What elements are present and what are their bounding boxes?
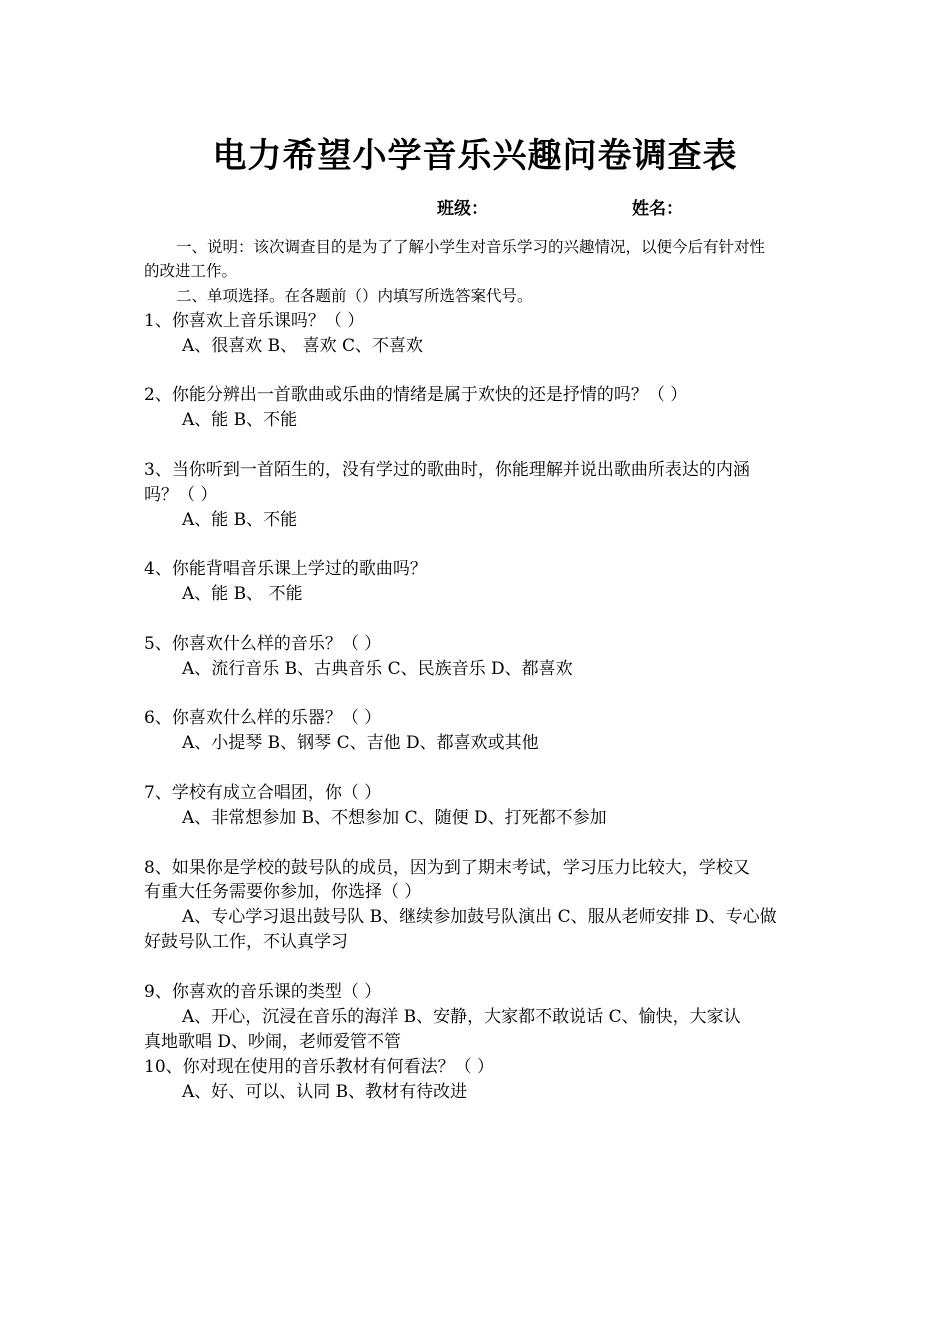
question-1: 1、你喜欢上音乐课吗？（ ） xyxy=(144,311,365,331)
question-5: 5、你喜欢什么样的音乐？（ ） xyxy=(144,634,382,654)
name-label: 姓名： xyxy=(632,199,683,219)
question-4-options: A、能 B、 不能 xyxy=(182,584,303,604)
question-2: 2、你能分辨出一首歌曲或乐曲的情绪是属于欢快的还是抒情的吗？（ ） xyxy=(144,385,688,405)
question-10-options: A、好、可以、认同 B、教材有待改进 xyxy=(182,1082,468,1102)
question-6: 6、你喜欢什么样的乐器？（ ） xyxy=(144,708,382,728)
question-8: 8、如果你是学校的鼓号队的成员，因为到了期末考试，学习压力比较大，学校又 xyxy=(144,858,750,878)
question-8-continued: 有重大任务需要你参加，你选择（ ） xyxy=(144,882,422,902)
question-8-options: A、专心学习退出鼓号队 B、继续参加鼓号队演出 C、服从老师安排 D、专心做 xyxy=(182,907,777,927)
question-9: 9、你喜欢的音乐课的类型（ ） xyxy=(144,982,382,1002)
intro-line-1: 一、说明：该次调查目的是为了了解小学生对音乐学习的兴趣情况，以便今后有针对性 xyxy=(176,238,766,256)
question-8-options-continued: 好鼓号队工作，不认真学习 xyxy=(144,932,348,952)
question-1-options: A、很喜欢 B、 喜欢 C、不喜欢 xyxy=(182,336,423,356)
page-title: 电力希望小学音乐兴趣问卷调查表 xyxy=(212,136,738,176)
class-label: 班级： xyxy=(437,199,488,219)
question-3-options: A、能 B、不能 xyxy=(182,510,298,530)
intro-line-3: 二、单项选择。在各题前（）内填写所选答案代号。 xyxy=(176,287,533,305)
question-3-continued: 吗？（ ） xyxy=(144,485,218,505)
question-6-options: A、小提琴 B、钢琴 C、吉他 D、都喜欢或其他 xyxy=(182,733,539,753)
question-5-options: A、流行音乐 B、古典音乐 C、民族音乐 D、都喜欢 xyxy=(182,659,573,679)
question-9-options-continued: 真地歌唱 D、吵闹，老师爱管不管 xyxy=(144,1032,402,1052)
question-10: 10、你对现在使用的音乐教材有何看法？（ ） xyxy=(144,1057,495,1077)
question-9-options: A、开心，沉浸在音乐的海洋 B、安静，大家都不敢说话 C、愉快，大家认 xyxy=(182,1007,741,1027)
question-3: 3、当你听到一首陌生的，没有学过的歌曲时，你能理解并说出歌曲所表达的内涵 xyxy=(144,460,750,480)
question-7-options: A、非常想参加 B、不想参加 C、随便 D、打死都不参加 xyxy=(182,808,607,828)
question-4: 4、你能背唱音乐课上学过的歌曲吗？ xyxy=(144,559,427,579)
question-2-options: A、能 B、不能 xyxy=(182,410,298,430)
question-7: 7、学校有成立合唱团，你（ ） xyxy=(144,783,382,803)
intro-line-2: 的改进工作。 xyxy=(144,262,238,280)
